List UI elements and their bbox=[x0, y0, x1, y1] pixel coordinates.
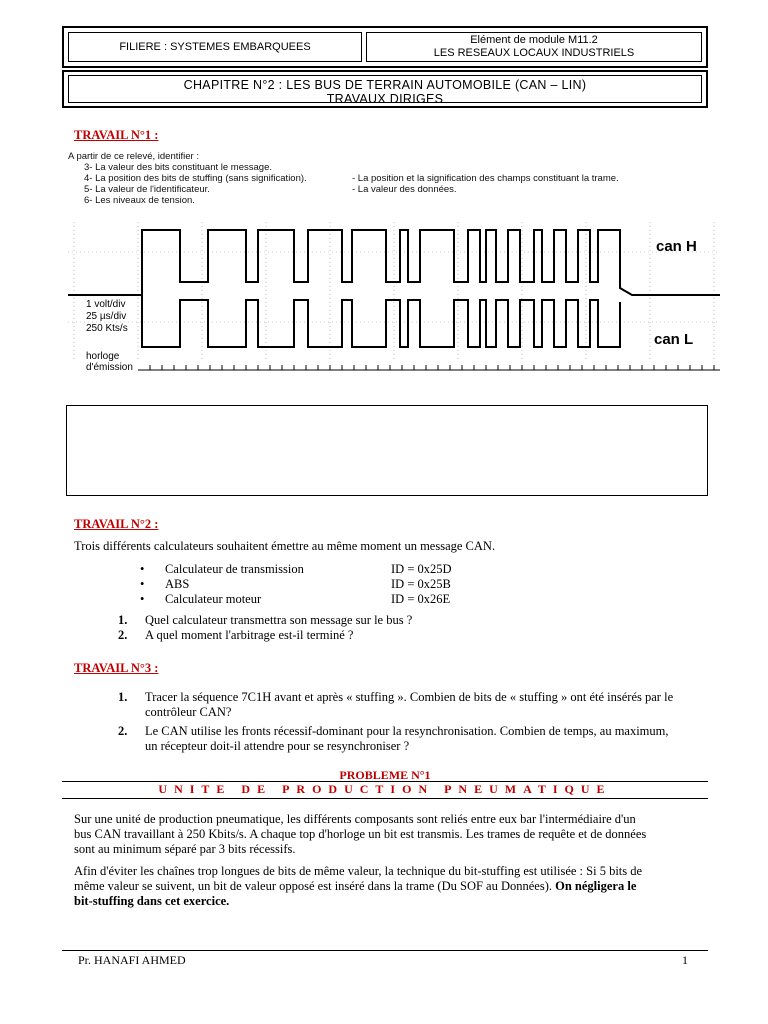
paragraph-emphasis: bit-stuffing dans cet exercice. bbox=[74, 894, 230, 908]
calculator-row: • ABS ID = 0x25B bbox=[140, 577, 451, 591]
paragraph-line: bus CAN travaillant à 250 Kbits/s. A chaque top d'horloge un bit est transmis. Les trames de requête et de données bbox=[74, 827, 647, 841]
paragraph-line bbox=[74, 894, 708, 909]
question-number: 1. bbox=[118, 613, 128, 627]
paragraph-line: Sur une unité de production pneumatique, les différents composants sont reliés entre eux bar l'intermédiaire d'un bbox=[74, 812, 636, 826]
question-item bbox=[118, 690, 708, 724]
question-item bbox=[118, 724, 708, 754]
travail1-instructions bbox=[68, 151, 668, 206]
header-box bbox=[62, 26, 708, 68]
calculator-name: ABS bbox=[165, 577, 190, 591]
page-number: 1 bbox=[682, 953, 688, 967]
travail2-questions bbox=[118, 613, 678, 643]
module-cell bbox=[366, 32, 702, 62]
can-h-label: can H bbox=[656, 238, 697, 255]
calculator-row: • Calculateur de transmission ID = 0x25D bbox=[140, 562, 452, 576]
question-text: A quel moment l'arbitrage est-il terminé ? bbox=[145, 628, 354, 642]
scale-label: 250 Kts/s bbox=[86, 323, 128, 334]
chapter-title-inner bbox=[68, 75, 702, 106]
question-number: 2. bbox=[118, 628, 128, 642]
chapter-title-box bbox=[62, 70, 708, 108]
scope-grid bbox=[68, 222, 720, 362]
clock-ticks bbox=[150, 365, 714, 370]
calculator-name: Calculateur de transmission bbox=[165, 562, 304, 576]
paragraph-emphasis: On négligera le bbox=[555, 879, 637, 893]
question-number: 2. bbox=[118, 724, 128, 738]
probleme-title: PROBLEME N°1 bbox=[339, 768, 431, 782]
probleme-paragraph-1 bbox=[74, 812, 708, 857]
question-number: 1. bbox=[118, 690, 128, 704]
clock-label: d'émission bbox=[86, 362, 133, 373]
chapter-title: CHAPITRE N°2 : LES BUS DE TERRAIN AUTOMOBILE (CAN – LIN) bbox=[183, 78, 587, 92]
paragraph-text: même valeur se suivent, un bit de valeur opposé est inséré dans la trame (Du SOF au Données). bbox=[74, 879, 556, 893]
question-text: contrôleur CAN? bbox=[145, 705, 232, 719]
probleme-paragraph-2 bbox=[74, 864, 708, 909]
footer-divider bbox=[62, 950, 708, 951]
module-line1: Elément de module M11.2 bbox=[470, 34, 598, 46]
travail2-intro: Trois différents calculateurs souhaitent émettre au même moment un message CAN. bbox=[74, 539, 496, 553]
calculator-id: ID = 0x25D bbox=[391, 562, 452, 576]
module-line2: LES RESEAUX LOCAUX INDUSTRIELS bbox=[433, 47, 635, 59]
calculator-id: ID = 0x26E bbox=[391, 592, 451, 606]
question-text: Le CAN utilise les fronts récessif-dominant pour la resynchronisation. Combien de temps, au maximum, bbox=[145, 724, 669, 738]
travail1-item: 3- La valeur des bits constituant le message. bbox=[84, 162, 272, 173]
paragraph-line: Afin d'éviter les chaînes trop longues de bits de même valeur, la technique du bit-stuffing est utilisée : Si 5 bits de bbox=[74, 864, 643, 878]
clock-label: horloge bbox=[86, 351, 120, 362]
travail1-item: 6- Les niveaux de tension. bbox=[84, 195, 195, 206]
question-text: Tracer la séquence 7C1H avant et après « stuffing ». Combien de bits de « stuffing » ont été insérés par le bbox=[145, 690, 674, 704]
calculator-id: ID = 0x25B bbox=[391, 577, 451, 591]
travail1-item: - La position et la signification des champs constituant la trame. bbox=[352, 173, 619, 184]
paragraph-line: sont au minimum séparé par 3 bits récessifs. bbox=[74, 842, 296, 856]
can-l-label: can L bbox=[654, 331, 694, 348]
paragraph-line bbox=[74, 879, 708, 894]
calculator-name: Calculateur moteur bbox=[165, 592, 262, 606]
scale-label: 25 µs/div bbox=[86, 311, 127, 322]
question-text: un récepteur doit-il attendre pour se resynchroniser ? bbox=[145, 739, 410, 753]
travail1-item: - La valeur des données. bbox=[352, 184, 457, 195]
calculator-row: • Calculateur moteur ID = 0x26E bbox=[140, 592, 451, 606]
filiere-text: FILIERE : SYSTEMES EMBARQUEES bbox=[119, 41, 311, 53]
travail1-title: TRAVAIL N°1 : bbox=[74, 128, 159, 142]
travail3-questions bbox=[118, 690, 708, 754]
question-item bbox=[118, 613, 678, 628]
travail1-intro: A partir de ce relevé, identifier : bbox=[68, 151, 199, 162]
can-oscilloscope-trace bbox=[68, 212, 720, 388]
footer-author: Pr. HANAFI AHMED bbox=[78, 953, 186, 967]
scale-label: 1 volt/div bbox=[86, 299, 126, 310]
question-item bbox=[118, 628, 678, 643]
filiere-cell bbox=[68, 32, 362, 62]
travail3-title: TRAVAIL N°3 : bbox=[74, 661, 159, 675]
calculator-list bbox=[140, 562, 540, 607]
travail1-item: 4- La position des bits de stuffing (sans signification). bbox=[84, 173, 307, 184]
travail1-item: 5- La valeur de l'identificateur. bbox=[84, 184, 210, 195]
can-l-waveform bbox=[142, 295, 620, 347]
travail2-title: TRAVAIL N°2 : bbox=[74, 517, 159, 531]
probleme-subtitle: UNITE DE PRODUCTION PNEUMATIQUE bbox=[62, 781, 708, 799]
chapter-subtitle: TRAVAUX DIRIGES bbox=[326, 92, 444, 106]
question-text: Quel calculateur transmettra son message sur le bus ? bbox=[145, 613, 413, 627]
answer-box[interactable] bbox=[66, 405, 708, 496]
